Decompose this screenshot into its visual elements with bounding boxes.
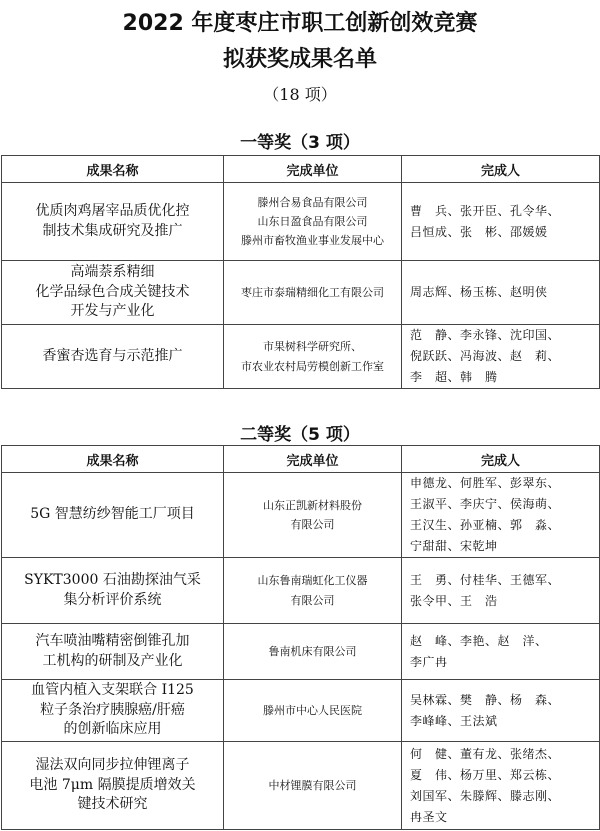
column-header-name: 成果名称	[2, 156, 224, 183]
completing-unit: 山东正凯新材料股份 有限公司	[224, 473, 402, 558]
completers: 吴林霖、樊 静、杨 森、 李峰峰、王法斌	[402, 680, 600, 742]
completers: 申德龙、何胜军、彭翠东、 王淑平、李庆宁、侯海萌、 王汉生、孙亚楠、郭 淼、 宁甜甜、宋乾坤	[402, 473, 600, 558]
column-header-unit: 完成单位	[224, 156, 402, 183]
first-prize-table	[1, 155, 600, 389]
achievement-name: 湿法双向同步拉伸锂离子 电池 7μm 隔膜提质增效关 键技术研究	[2, 742, 224, 830]
table-row	[2, 680, 600, 742]
total-count: （18 项）	[263, 85, 337, 104]
achievement-name: 香蜜杏选育与示范推广	[2, 325, 224, 389]
column-header-people: 完成人	[402, 446, 600, 473]
first-prize-title: 一等奖（3 项）	[240, 133, 360, 153]
completers: 周志辉、杨玉栋、赵明侠	[402, 261, 600, 325]
table-row	[2, 261, 600, 325]
achievement-name: 血管内植入支架联合 I125 粒子条治疗胰腺癌/肝癌 的创新临床应用	[2, 680, 224, 742]
completers: 赵 峰、李艳、赵 洋、 李广冉	[402, 624, 600, 680]
table-row	[2, 558, 600, 624]
completers: 曹 兵、张开臣、孔令华、 吕恒成、张 彬、邵媛媛	[402, 183, 600, 261]
table-header-row	[2, 446, 600, 473]
table-row	[2, 325, 600, 389]
completers: 范 静、李永锋、沈印国、 倪跃跃、冯海波、赵 莉、 李 超、韩 腾	[402, 325, 600, 389]
achievement-name: SYKT3000 石油勘探油气采 集分析评价系统	[2, 558, 224, 624]
table-row	[2, 473, 600, 558]
achievement-name: 优质肉鸡屠宰品质优化控 制技术集成研究及推广	[2, 183, 224, 261]
column-header-name: 成果名称	[2, 446, 224, 473]
document-subtitle: 拟获奖成果名单	[222, 47, 377, 72]
second-prize-title: 二等奖（5 项）	[240, 425, 360, 445]
table-row	[2, 742, 600, 830]
achievement-name: 5G 智慧纺纱智能工厂项目	[2, 473, 224, 558]
achievement-name: 高端萘系精细 化学品绿色合成关键技术 开发与产业化	[2, 261, 224, 325]
column-header-people: 完成人	[402, 156, 600, 183]
table-header-row	[2, 156, 600, 183]
completers: 王 勇、付桂华、王德军、 张令甲、王 浩	[402, 558, 600, 624]
completing-unit: 市果树科学研究所、 市农业农村局劳模创新工作室	[224, 325, 402, 389]
table-row	[2, 183, 600, 261]
completing-unit: 滕州合易食品有限公司 山东日盈食品有限公司 滕州市畜牧渔业事业发展中心	[224, 183, 402, 261]
completing-unit: 鲁南机床有限公司	[224, 624, 402, 680]
second-prize-table	[1, 445, 600, 830]
completing-unit: 滕州市中心人民医院	[224, 680, 402, 742]
column-header-unit: 完成单位	[224, 446, 402, 473]
completers: 何 健、董有龙、张绪杰、 夏 伟、杨万里、郑云栋、 刘国军、朱滕辉、滕志刚、 冉圣文	[402, 742, 600, 830]
table-row	[2, 624, 600, 680]
achievement-name: 汽车喷油嘴精密倒锥孔加 工机构的研制及产业化	[2, 624, 224, 680]
completing-unit: 山东鲁南瑞虹化工仪器 有限公司	[224, 558, 402, 624]
completing-unit: 中材锂膜有限公司	[224, 742, 402, 830]
completing-unit: 枣庄市泰瑞精细化工有限公司	[224, 261, 402, 325]
document-title: 2022 年度枣庄市职工创新创效竞赛	[122, 11, 478, 36]
